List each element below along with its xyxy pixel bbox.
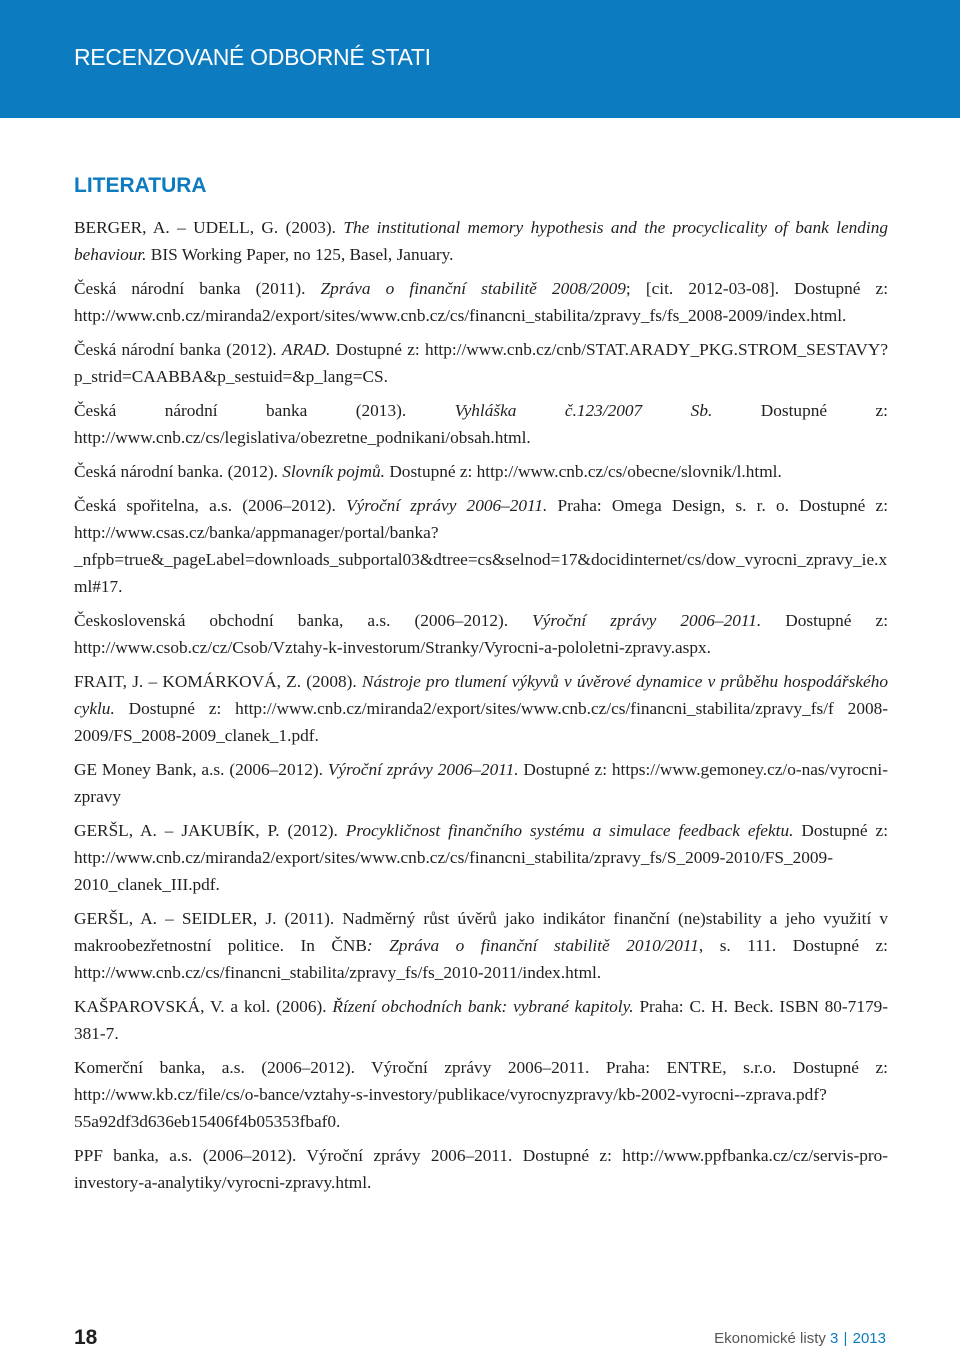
reference-text: BERGER, A. – UDELL, G. (2003). xyxy=(74,218,344,237)
reference-text: ; [cit. 2012-03-08]. Dostupné z: http://www.cnb.cz/miranda2/export/sites/www.cnb.cz/cs/financni_stabilita/zpravy_fs/fs_2008-2009/index.html. xyxy=(74,279,888,325)
reference-text: GERŠL, A. – JAKUBÍK, P. (2012). xyxy=(74,821,346,840)
reference-item xyxy=(74,756,888,810)
header-band xyxy=(0,0,960,118)
reference-item xyxy=(74,817,888,898)
journal-year: 2013 xyxy=(852,1330,886,1347)
reference-title: Výroční zprávy 2006–2011. xyxy=(346,496,548,515)
reference-text: Dostupné z: http://www.cnb.cz/miranda2/export/sites/www.cnb.cz/cs/financni_stabilita/zpravy_fs/f 2008-2009/FS_2008-2009_clanek_1.pdf. xyxy=(74,699,888,745)
reference-item xyxy=(74,214,888,268)
reference-item xyxy=(74,607,888,661)
reference-text: Česká národní banka (2013). xyxy=(74,401,455,420)
reference-text: Dostupné z: http://www.cnb.cz/miranda2/export/sites/www.cnb.cz/cs/financni_stabilita/zpravy_fs/S_2009-2010/FS_2009-2010_clanek_III.pdf. xyxy=(74,821,888,894)
reference-item xyxy=(74,993,888,1047)
reference-title: Nástroje pro tlumení výkyvů v úvěrové dynamice v průběhu hospodářského cyklu. xyxy=(74,672,888,718)
reference-text: FRAIT, J. – KOMÁRKOVÁ, Z. (2008). xyxy=(74,672,362,691)
reference-title: Řízení obchodních bank: vybrané kapitoly. xyxy=(332,997,634,1016)
reference-text: Dostupné z: http://www.csob.cz/cz/Csob/Vztahy-k-investorum/Stranky/Vyrocni-a-pololetni-zpravy.aspx. xyxy=(74,611,888,657)
reference-item xyxy=(74,905,888,986)
page-number: 18 xyxy=(74,1326,98,1349)
reference-title: Zpráva o finanční stabilitě 2008/2009 xyxy=(320,279,626,298)
reference-text: Česká národní banka (2012). xyxy=(74,340,282,359)
reference-text: Česká národní banka. (2012). xyxy=(74,462,283,481)
reference-item xyxy=(74,336,888,390)
reference-text: Dostupné z: https://www.gemoney.cz/o-nas/vyrocni-zpravy xyxy=(74,760,888,806)
reference-text: Dostupné z: http://www.cnb.cz/cs/legislativa/obezretne_podnikani/obsah.html. xyxy=(74,401,888,447)
reference-text: GERŠL, A. – SEIDLER, J. (2011). Nadměrný růst úvěrů jako indikátor finanční (ne)stability a jeho využití v makroobezřetnostní politice. In ČNB xyxy=(74,909,888,955)
reference-text: Dostupné z: http://www.cnb.cz/cs/obecne/slovnik/l.html. xyxy=(385,462,782,481)
reference-text: , s. 111. Dostupné z: http://www.cnb.cz/cs/financni_stabilita/zpravy_fs/fs_2010-2011/index.html. xyxy=(74,936,888,982)
journal-separator: | xyxy=(843,1330,848,1347)
reference-text: GE Money Bank, a.s. (2006–2012). xyxy=(74,760,328,779)
reference-item xyxy=(74,668,888,749)
reference-title: Slovník pojmů. xyxy=(282,462,385,481)
reference-text: Dostupné z: http://www.cnb.cz/cnb/STAT.ARADY_PKG.STROM_SESTAVY?p_strid=CAABBA&p_sestuid=&p_lang=CS. xyxy=(74,340,888,386)
reference-item xyxy=(74,397,888,451)
journal-footer xyxy=(714,1330,886,1347)
reference-text: Praha: C. H. Beck. ISBN 80-7179-381-7. xyxy=(74,997,888,1043)
reference-text: Komerční banka, a.s. (2006–2012). Výroční zprávy 2006–2011. Praha: ENTRE, s.r.o. Dostupné z: http://www.kb.cz/file/cs/o-bance/vztahy-s-investory/publikace/vyrocnyzpravy/kb-2002-vyrocni--zprava.pdf?55a92df3d636eb15406f4b05353fbaf0. xyxy=(74,1058,888,1131)
reference-item xyxy=(74,275,888,329)
reference-title: Výroční zprávy 2006–2011. xyxy=(532,611,762,630)
reference-text: KAŠPAROVSKÁ, V. a kol. (2006). xyxy=(74,997,333,1016)
reference-text: PPF banka, a.s. (2006–2012). Výroční zprávy 2006–2011. Dostupné z: http://www.ppfbanka.cz/cz/servis-pro-investory-a-analytiky/vyrocni-zpravy.html. xyxy=(74,1146,888,1192)
references-list xyxy=(74,214,888,1203)
reference-text: Česká spořitelna, a.s. (2006–2012). xyxy=(74,496,347,515)
reference-title: Vyhláška č.123/2007 Sb. xyxy=(454,401,713,420)
reference-text: BIS Working Paper, no 125, Basel, January. xyxy=(146,245,454,264)
journal-name: Ekonomické listy xyxy=(714,1330,826,1347)
reference-title: Výroční zprávy 2006–2011. xyxy=(327,760,519,779)
journal-issue: 3 xyxy=(830,1330,839,1347)
reference-text: Česká národní banka (2011). xyxy=(74,279,321,298)
reference-text: Praha: Omega Design, s. r. o. Dostupné z: http://www.csas.cz/banka/appmanager/portal/banka?_nfpb=true&_pageLabel=downloads_subportal03&dtree=cs&selnod=17&docidinternet/cs/dow_vyrocni_zpravy_ie.xml#17. xyxy=(74,496,888,596)
reference-text: Československá obchodní banka, a.s. (2006–2012). xyxy=(74,611,533,630)
reference-title: The institutional memory hypothesis and the procyclicality of bank lending behaviour. xyxy=(74,218,889,264)
reference-item xyxy=(74,1054,888,1135)
references-heading: LITERATURA xyxy=(74,174,207,197)
section-label: RECENZOVANÉ ODBORNÉ STATI xyxy=(74,44,431,70)
reference-title: Procykličnost finančního systému a simulace feedback efektu. xyxy=(345,821,794,840)
reference-item xyxy=(74,458,888,485)
reference-item xyxy=(74,492,888,600)
reference-item xyxy=(74,1142,888,1196)
reference-title: : Zpráva o finanční stabilitě 2010/2011 xyxy=(366,936,699,955)
reference-title: ARAD. xyxy=(281,340,331,359)
